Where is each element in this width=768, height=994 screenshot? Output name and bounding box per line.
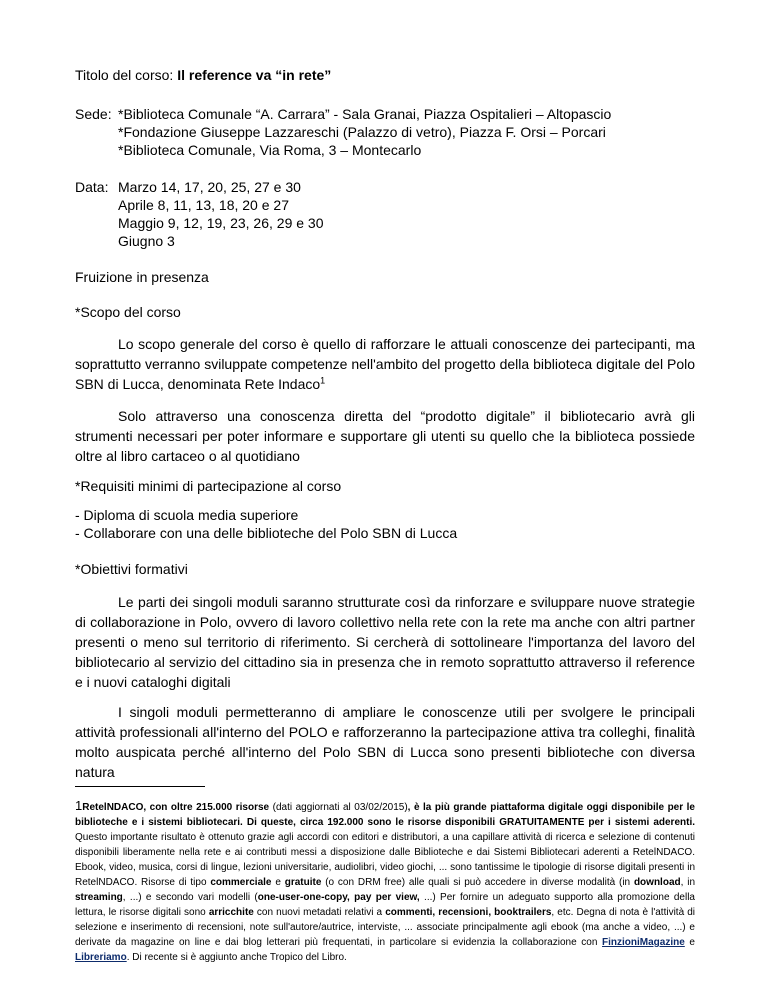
sede-line: *Fondazione Giuseppe Lazzareschi (Palazzo di vetro), Piazza F. Orsi – Porcari [118, 124, 606, 140]
footnote-separator [75, 786, 205, 787]
obiettivi-heading: *Obiettivi formativi [75, 561, 188, 577]
obiettivi-paragraph-2: I singoli moduli permetteranno di ampliare le conoscenze utili per svolgere le principali attività professionali all'interno del POLO e rafforzeranno la partecipazione attiva tra colleghi, finalità molto auspicata perché all'interno del Polo SBN di Lucca sono presenti biblioteche con diversa natura [75, 704, 695, 780]
date-line: Aprile 8, 11, 13, 18, 20 e 27 [118, 197, 289, 213]
requisiti-heading: *Requisiti minimi di partecipazione al corso [75, 478, 342, 494]
course-title-line [75, 66, 331, 84]
sede-line: *Biblioteca Comunale, Via Roma, 3 – Montecarlo [118, 142, 422, 158]
requisiti-item: - Diploma di scuola media superiore [75, 507, 299, 523]
course-title: Il reference va “in rete” [177, 67, 332, 83]
libreriamo-link[interactable]: Libreriamo [75, 952, 127, 963]
data-label: Data: [75, 179, 109, 195]
footnote-reference[interactable]: 1 [320, 375, 326, 386]
date-line: Giugno 3 [118, 233, 175, 249]
scopo-paragraph-2: Solo attraverso una conoscenza diretta del “prodotto digitale” il bibliotecario avrà gli strumenti necessari per poter informare e supportare gli utenti su quello che la biblioteca possiede oltre al libro cartaceo o al quotidiano [75, 408, 695, 464]
finzionimagazine-link[interactable]: FinzioniMagazine [602, 937, 685, 948]
footnote: 1RetelNDACO, con oltre 215.000 risorse (dati aggiornati al 03/02/2015), è la più grande piattaforma digitale oggi disponibile per le biblioteche e i sistemi bibliotecari. Di queste, circa 192.000 sono le risorse disponibili GRATUITAMENTE per i sistemi aderenti. Questo importante risultato è ottenuto grazie agli accordi con editori e distributori, a una capillare attività di ricerca e selezione di contenuti disponibili liberamente nella rete e ai contributi messi a disposizione dalle Biblioteche e dai Sistemi Bibliotecari aderenti a RetelNDACO. Ebook, video, musica, corsi di lingue, lezioni universitarie, audiolibri, video giochi, ... sono tantissime le tipologie di risorse digitali presenti in RetelNDACO. Risorse di tipo commerciale e gratuite (o con DRM free) alle quali si può accedere in diverse modalità (in download, in streaming, ...) e secondo vari modelli (one-user-one-copy, pay per view, ...) Per fornire un adeguato supporto alla promozione della lettura, le risorse digitali sono arricchite con nuovi metadati relativi a commenti, recensioni, booktrailers, etc. Degna di nota è l'attività di selezione e inserimento di recensioni, note sull'autore/autrice, interviste, ... associate principalmente agli ebook (ma anche a video, ...) e derivate da magazine on line e dai blog letterari più frequentati, in particolare si evidenzia la collaborazione con FinzioniMagazine e Libreriamo. Di recente si è aggiunto anche Tropico del Libro. [75, 798, 696, 963]
footnote-mark: 1 [75, 798, 83, 813]
date-line: Maggio 9, 12, 19, 23, 26, 29 e 30 [118, 215, 324, 231]
date-line: Marzo 14, 17, 20, 25, 27 e 30 [118, 179, 301, 195]
scopo-heading: *Scopo del corso [75, 304, 181, 320]
fruizione-text: Fruizione in presenza [75, 269, 209, 285]
sede-line: *Biblioteca Comunale “A. Carrara” - Sala Granai, Piazza Ospitalieri – Altopascio [118, 106, 612, 122]
requisiti-item: - Collaborare con una delle biblioteche del Polo SBN di Lucca [75, 525, 458, 541]
scopo-paragraph-1: Lo scopo generale del corso è quello di rafforzare le attuali conoscenze dei partecipanti, ma soprattutto verranno sviluppate competenze nell'ambito del progetto della biblioteca digitale del Polo SBN di Lucca, denominata Rete Indaco$^1$ [75, 336, 695, 392]
sede-label: Sede: [75, 106, 112, 122]
course-title-label: Titolo del corso: [75, 67, 178, 83]
obiettivi-paragraph-1: Le parti dei singoli moduli saranno strutturate così da rinforzare e sviluppare nuove strategie di collaborazione in Polo, ovvero di lavoro collettivo nella rete con la rete ma anche con altri partner presenti o meno sul territorio di riferimento. Si cercherà di sottolineare l'importanza del lavoro del bibliotecario al servizio del cittadino sia in presenza che in remoto soprattutto attraverso il reference e i nuovi cataloghi digitali [75, 594, 695, 690]
